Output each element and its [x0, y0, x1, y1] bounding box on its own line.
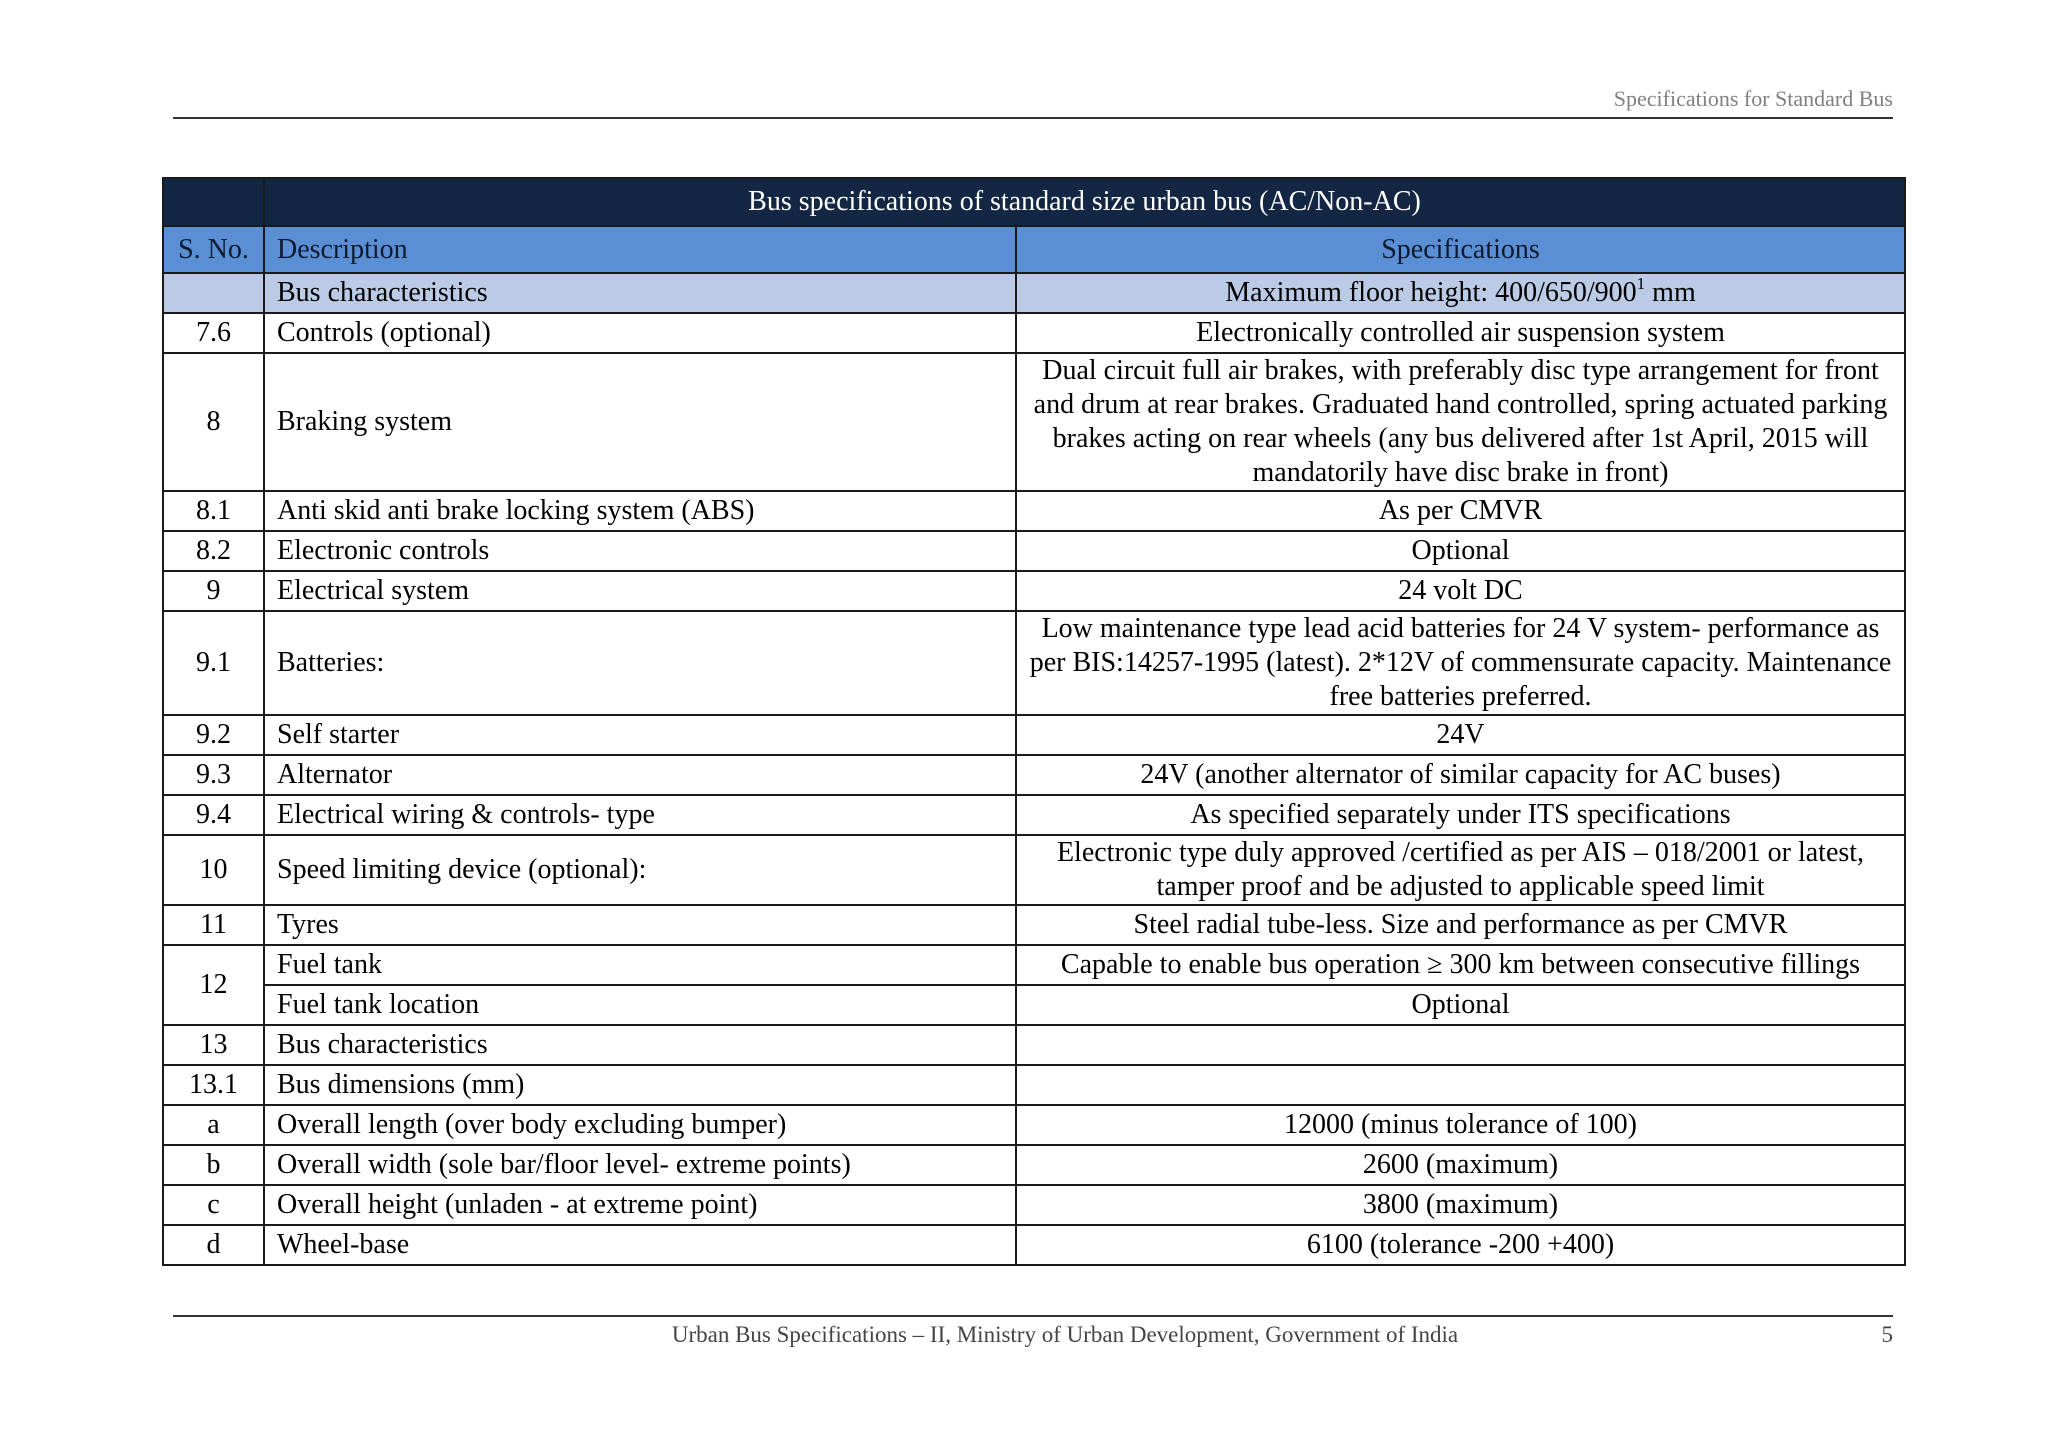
- row-specification: 12000 (minus tolerance of 100): [1016, 1105, 1905, 1145]
- row-specification: [1016, 1025, 1905, 1065]
- col-header-description: Description: [264, 226, 1016, 273]
- row-number: 12: [163, 945, 264, 1025]
- row-number: a: [163, 1105, 264, 1145]
- col-header-specifications: Specifications: [1016, 226, 1905, 273]
- row-description: Tyres: [264, 905, 1016, 945]
- row-number: 13.1: [163, 1065, 264, 1105]
- table-row: [163, 985, 1905, 1025]
- table-row: [163, 835, 1905, 905]
- section-spec: [1016, 273, 1905, 313]
- row-description: Controls (optional): [264, 313, 1016, 353]
- row-description: Electronic controls: [264, 531, 1016, 571]
- row-number: 8.1: [163, 491, 264, 531]
- table-row: [163, 905, 1905, 945]
- footer-text: Urban Bus Specifications – II, Ministry of Urban Development, Government of India: [671, 1322, 1459, 1347]
- row-number: 7.6: [163, 313, 264, 353]
- row-specification: Dual circuit full air brakes, with preferably disc type arrangement for front and drum at rear brakes. Graduated hand controlled, spring actuated parking brakes acting on rear wheels (any bus delivered after 1st April, 2015 will mandatorily have disc brake in front): [1016, 353, 1905, 491]
- bus-spec-table: [162, 177, 1906, 1266]
- row-description: Bus dimensions (mm): [264, 1065, 1016, 1105]
- section-spec-unit: mm: [1645, 277, 1696, 308]
- row-number: 9.4: [163, 795, 264, 835]
- row-description: Anti skid anti brake locking system (ABS): [264, 491, 1016, 531]
- row-specification: As specified separately under ITS specifications: [1016, 795, 1905, 835]
- row-number: 9.2: [163, 715, 264, 755]
- header-divider: [173, 117, 1893, 119]
- row-specification: As per CMVR: [1016, 491, 1905, 531]
- table-title: Bus specifications of standard size urban bus (AC/Non-AC): [264, 178, 1905, 226]
- section-description: Bus characteristics: [264, 273, 1016, 313]
- row-specification: Electronic type duly approved /certified as per AIS – 018/2001 or latest, tamper proof and be adjusted to applicable speed limit: [1016, 835, 1905, 905]
- row-number: b: [163, 1145, 264, 1185]
- row-description: Electrical wiring & controls- type: [264, 795, 1016, 835]
- col-header-sno: S. No.: [163, 226, 264, 273]
- table-row: [163, 1185, 1905, 1225]
- row-description: Overall height (unladen - at extreme point): [264, 1185, 1016, 1225]
- row-number: c: [163, 1185, 264, 1225]
- row-specification: Capable to enable bus operation ≥ 300 km between consecutive fillings: [1016, 945, 1905, 985]
- table-row: [163, 795, 1905, 835]
- footer-divider: [173, 1315, 1893, 1317]
- title-blank-cell: [163, 178, 264, 226]
- table-row: [163, 313, 1905, 353]
- table-row: [163, 611, 1905, 715]
- row-description: Braking system: [264, 353, 1016, 491]
- table-row: [163, 491, 1905, 531]
- row-specification: 2600 (maximum): [1016, 1145, 1905, 1185]
- table-title-row: [163, 178, 1905, 226]
- row-specification: 24V: [1016, 715, 1905, 755]
- row-number: d: [163, 1225, 264, 1265]
- row-specification: 24 volt DC: [1016, 571, 1905, 611]
- row-specification: Optional: [1016, 531, 1905, 571]
- row-description: Speed limiting device (optional):: [264, 835, 1016, 905]
- row-specification: [1016, 1065, 1905, 1105]
- row-specification: 3800 (maximum): [1016, 1185, 1905, 1225]
- footnote-marker: 1: [1636, 273, 1646, 293]
- row-description: Bus characteristics: [264, 1025, 1016, 1065]
- row-number: 9.3: [163, 755, 264, 795]
- row-description: Overall length (over body excluding bumper): [264, 1105, 1016, 1145]
- section-blank-cell: [163, 273, 264, 313]
- row-description: Batteries:: [264, 611, 1016, 715]
- row-number: 13: [163, 1025, 264, 1065]
- row-number: 8.2: [163, 531, 264, 571]
- row-description: Electrical system: [264, 571, 1016, 611]
- table-row: [163, 353, 1905, 491]
- row-description: Alternator: [264, 755, 1016, 795]
- row-description: Self starter: [264, 715, 1016, 755]
- row-specification: Electronically controlled air suspension system: [1016, 313, 1905, 353]
- row-specification: Low maintenance type lead acid batteries for 24 V system- performance as per BIS:14257-1995 (latest). 2*12V of commensurate capacity. Maintenance free batteries preferred.: [1016, 611, 1905, 715]
- section-spec-text: Maximum floor height: 400/650/900: [1225, 277, 1637, 308]
- row-number: 11: [163, 905, 264, 945]
- running-header: Specifications for Standard Bus: [1613, 86, 1893, 111]
- table-row: [163, 945, 1905, 985]
- row-specification: Steel radial tube-less. Size and performance as per CMVR: [1016, 905, 1905, 945]
- table-row: [163, 531, 1905, 571]
- table-row: [163, 1065, 1905, 1105]
- table-row: [163, 755, 1905, 795]
- page-number: 5: [1881, 1322, 1893, 1347]
- row-number: 8: [163, 353, 264, 491]
- table-row: [163, 1225, 1905, 1265]
- table-row: [163, 1145, 1905, 1185]
- row-specification: 6100 (tolerance -200 +400): [1016, 1225, 1905, 1265]
- table-row: [163, 571, 1905, 611]
- row-description: Overall width (sole bar/floor level- extreme points): [264, 1145, 1016, 1185]
- row-description: Wheel-base: [264, 1225, 1016, 1265]
- row-number: 9.1: [163, 611, 264, 715]
- row-description: Fuel tank: [264, 945, 1016, 985]
- table-row: [163, 1105, 1905, 1145]
- row-number: 10: [163, 835, 264, 905]
- row-description: Fuel tank location: [264, 985, 1016, 1025]
- row-number: 9: [163, 571, 264, 611]
- row-specification: Optional: [1016, 985, 1905, 1025]
- section-header-row: [163, 273, 1905, 313]
- table-row: [163, 715, 1905, 755]
- table-row: [163, 1025, 1905, 1065]
- column-header-row: [163, 226, 1905, 273]
- row-specification: 24V (another alternator of similar capacity for AC buses): [1016, 755, 1905, 795]
